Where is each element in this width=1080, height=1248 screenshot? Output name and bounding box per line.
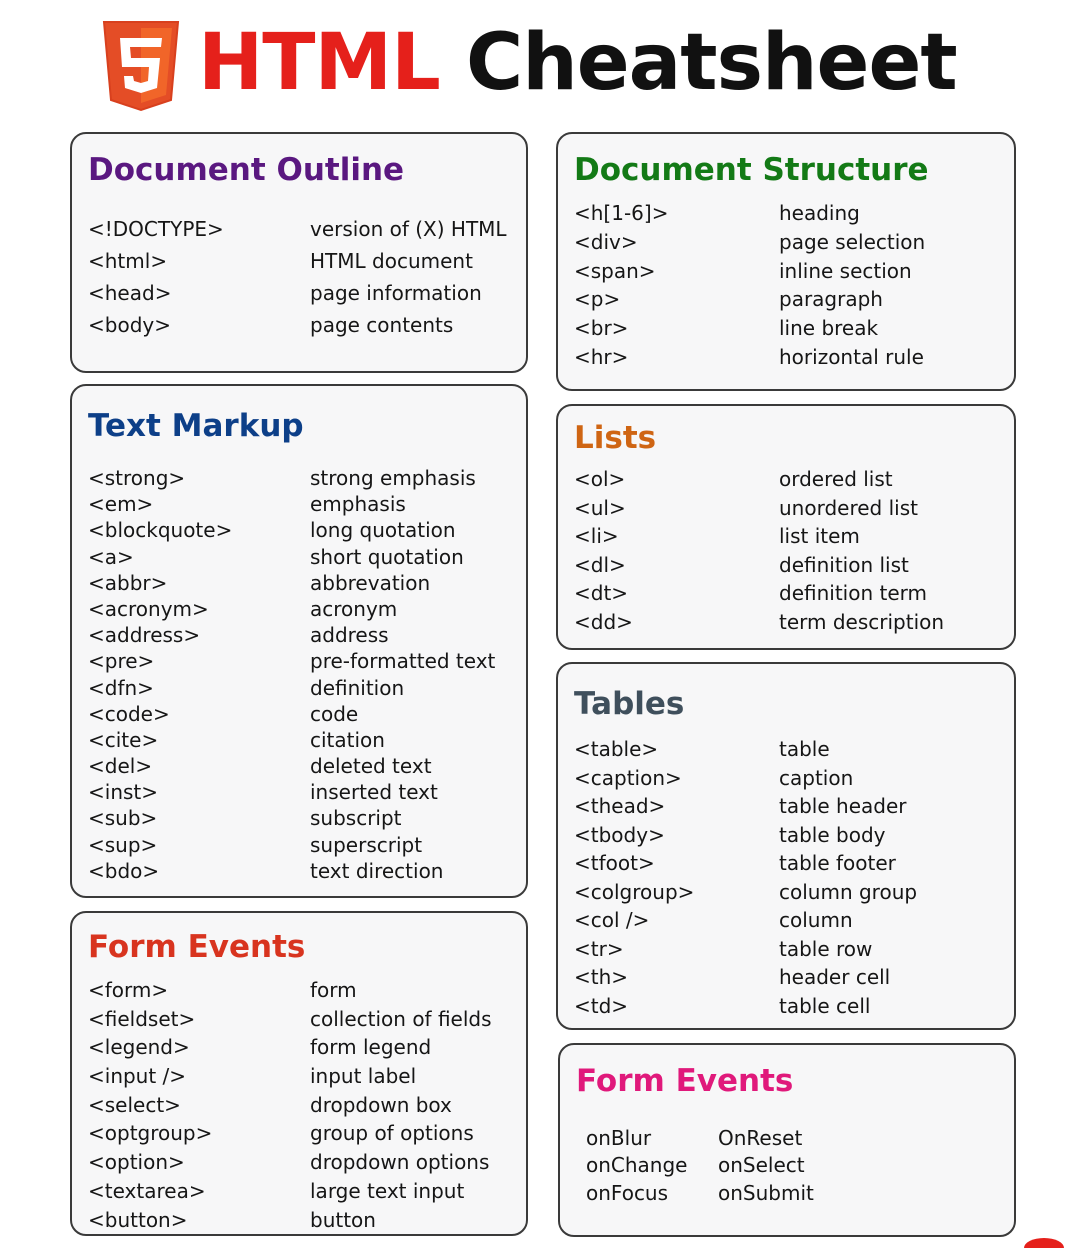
tag-description: term description	[779, 609, 945, 634]
document-outline-title: Document Outline	[88, 152, 405, 188]
tag-description: definition list	[779, 552, 909, 577]
form-row	[88, 1092, 516, 1121]
tag-name: <span>	[574, 258, 656, 283]
text-markup-row	[88, 517, 516, 543]
tag-description: line break	[779, 316, 879, 341]
lists-row	[574, 609, 1004, 638]
document-outline-card	[70, 132, 528, 373]
tag-name: <tfoot>	[574, 851, 655, 875]
tag-description: column group	[779, 879, 918, 904]
tag-name: <sub>	[88, 806, 158, 831]
event-name: onSubmit	[718, 1181, 814, 1205]
text-markup-row	[88, 465, 516, 491]
tag-description: table row	[779, 936, 873, 961]
tag-description: form	[310, 978, 357, 1002]
document-structure-card	[556, 132, 1016, 391]
tag-name: <colgroup>	[574, 879, 695, 904]
tag-description: dropdown options	[310, 1150, 490, 1175]
tag-name: <fieldset>	[88, 1006, 196, 1031]
tag-description: definition	[310, 675, 405, 700]
event-name: onChange	[586, 1153, 688, 1177]
tag-description: deleted text	[310, 754, 432, 779]
tag-description: table header	[779, 794, 907, 818]
lists-row	[574, 580, 1004, 609]
tables-row	[574, 936, 1004, 965]
tag-description: strong emphasis	[310, 466, 476, 490]
tag-description: citation	[310, 727, 385, 752]
outline-row	[88, 280, 516, 312]
tag-description: text direction	[310, 858, 444, 883]
tag-name: <tbody>	[574, 822, 665, 847]
document-structure-title: Document Structure	[574, 152, 929, 188]
tag-name: <dd>	[574, 609, 633, 634]
tables-row	[574, 993, 1004, 1022]
tag-description: large text input	[310, 1178, 465, 1203]
form-row	[88, 1178, 516, 1207]
tag-description: definition term	[779, 581, 927, 606]
tag-name: <ul>	[574, 495, 626, 520]
title-cheatsheet: Cheatsheet	[466, 18, 957, 108]
tag-description: long quotation	[310, 518, 456, 543]
text-markup-card	[70, 384, 528, 898]
tag-name: <head>	[88, 281, 172, 305]
tag-name: <button>	[88, 1207, 188, 1232]
tag-description: heading	[779, 201, 860, 225]
tag-name: <form>	[88, 978, 169, 1002]
tag-name: <dfn>	[88, 675, 154, 700]
form-row	[88, 1149, 516, 1178]
text-markup-row	[88, 675, 516, 701]
structure-row	[574, 344, 1004, 373]
tag-description: acronym	[310, 596, 398, 621]
tag-name: <a>	[88, 544, 134, 569]
form-elements-card	[70, 911, 528, 1236]
tag-name: <del>	[88, 754, 153, 779]
text-markup-row	[88, 596, 516, 622]
tag-description: paragraph	[779, 287, 883, 312]
page-header	[0, 0, 1080, 118]
tag-description: pre-formatted text	[310, 649, 496, 674]
tag-description: column	[779, 908, 853, 932]
tag-name: <sup>	[88, 832, 158, 857]
tag-description: page contents	[310, 313, 454, 337]
tag-name: <html>	[88, 249, 168, 273]
tag-name: <thead>	[574, 794, 666, 818]
tag-description: group of options	[310, 1121, 474, 1146]
tag-name: <select>	[88, 1092, 181, 1117]
form-row	[88, 1207, 516, 1236]
tag-description: subscript	[310, 806, 402, 831]
tag-name: <li>	[574, 524, 619, 549]
tag-name: <div>	[574, 229, 638, 254]
tag-name: <tr>	[574, 936, 624, 961]
text-markup-row	[88, 805, 516, 831]
tag-description: button	[310, 1207, 376, 1232]
tables-row	[574, 907, 1004, 936]
text-markup-rows	[88, 465, 516, 884]
text-markup-row	[88, 779, 516, 805]
form-row	[88, 1034, 516, 1063]
form-row	[88, 977, 516, 1006]
tag-description: abbrevation	[310, 570, 431, 595]
tag-name: <!DOCTYPE>	[88, 217, 224, 241]
lists-rows	[574, 466, 1004, 638]
tag-name: <h[1-6]>	[574, 201, 669, 225]
tag-name: <address>	[88, 623, 201, 648]
tag-description: table body	[779, 822, 886, 847]
structure-row	[574, 286, 1004, 315]
tag-description: page information	[310, 281, 482, 305]
tag-name: <dl>	[574, 552, 626, 577]
tag-description: form legend	[310, 1035, 432, 1060]
text-markup-row	[88, 832, 516, 858]
lists-row	[574, 552, 1004, 581]
tag-description: short quotation	[310, 544, 464, 569]
tag-name: <acronym>	[88, 596, 209, 621]
event-name: onSelect	[718, 1153, 805, 1177]
tables-rows	[574, 736, 1004, 1021]
tag-description: page selection	[779, 229, 926, 254]
tag-description: HTML document	[310, 249, 473, 273]
tag-description: ordered list	[779, 467, 893, 491]
outline-row	[88, 312, 516, 344]
text-markup-row	[88, 622, 516, 648]
tag-description: list item	[779, 524, 860, 549]
tag-name: <bdo>	[88, 858, 160, 883]
lists-card	[556, 404, 1016, 650]
tag-name: <table>	[574, 737, 659, 761]
tag-name: <dt>	[574, 581, 629, 606]
text-markup-row	[88, 727, 516, 753]
lists-row	[574, 495, 1004, 524]
title-html: HTML	[198, 18, 440, 108]
text-markup-row	[88, 858, 516, 884]
tag-name: <blockquote>	[88, 518, 233, 543]
document-structure-rows	[574, 200, 1004, 373]
text-markup-title: Text Markup	[88, 408, 304, 444]
document-outline-rows	[88, 216, 516, 344]
tag-description: caption	[779, 765, 854, 790]
tag-description: header cell	[779, 965, 891, 989]
corner-decoration	[1024, 1238, 1064, 1248]
outline-row	[88, 216, 516, 248]
form-elements-rows	[88, 977, 516, 1235]
tag-name: <pre>	[88, 649, 155, 674]
tables-row	[574, 879, 1004, 908]
tag-description: table	[779, 737, 830, 761]
tag-name: <p>	[574, 287, 621, 312]
tag-name: <col />	[574, 908, 650, 932]
tag-description: inserted text	[310, 780, 438, 805]
tables-row	[574, 765, 1004, 794]
tag-description: table footer	[779, 851, 896, 875]
outline-row	[88, 248, 516, 280]
text-markup-row	[88, 648, 516, 674]
tag-description: input label	[310, 1064, 417, 1089]
form-elements-title: Form Events	[88, 929, 306, 965]
form-row	[88, 1120, 516, 1149]
tag-description: dropdown box	[310, 1092, 452, 1117]
tag-description: table cell	[779, 993, 871, 1018]
tag-description: address	[310, 623, 389, 648]
tag-name: <input />	[88, 1064, 187, 1089]
tables-row	[574, 736, 1004, 765]
tag-name: <legend>	[88, 1035, 190, 1060]
text-markup-row	[88, 753, 516, 779]
structure-row	[574, 200, 1004, 229]
html5-shield-icon	[100, 20, 182, 112]
tag-name: <hr>	[574, 344, 629, 369]
tables-card	[556, 662, 1016, 1030]
tag-description: unordered list	[779, 495, 918, 520]
form-events-card	[558, 1043, 1016, 1237]
tag-name: <em>	[88, 492, 154, 517]
text-markup-row	[88, 491, 516, 517]
tag-name: <ol>	[574, 467, 626, 491]
lists-row	[574, 523, 1004, 552]
tables-title: Tables	[574, 686, 685, 722]
form-events-title: Form Events	[576, 1063, 794, 1099]
tag-name: <abbr>	[88, 570, 168, 595]
form-row	[88, 1063, 516, 1092]
tables-row	[574, 964, 1004, 993]
structure-row	[574, 315, 1004, 344]
lists-title: Lists	[574, 420, 657, 456]
tag-name: <br>	[574, 316, 629, 341]
tag-name: <strong>	[88, 466, 186, 490]
structure-row	[574, 258, 1004, 287]
text-markup-row	[88, 701, 516, 727]
tables-row	[574, 793, 1004, 822]
tag-name: <body>	[88, 313, 171, 337]
event-name: onFocus	[586, 1181, 669, 1205]
tag-description: code	[310, 701, 359, 726]
event-name: onBlur	[586, 1126, 652, 1150]
tag-name: <inst>	[88, 780, 159, 805]
tag-name: <textarea>	[88, 1178, 206, 1203]
tag-name: <caption>	[574, 765, 682, 790]
tag-description: horizontal rule	[779, 344, 924, 369]
structure-row	[574, 229, 1004, 258]
tag-name: <th>	[574, 965, 629, 989]
tag-name: <cite>	[88, 727, 159, 752]
tables-row	[574, 850, 1004, 879]
tag-name: <code>	[88, 701, 170, 726]
text-markup-row	[88, 570, 516, 596]
form-row	[88, 1006, 516, 1035]
tag-description: version of (X) HTML	[310, 217, 507, 241]
tag-name: <option>	[88, 1150, 185, 1175]
tag-description: emphasis	[310, 492, 406, 517]
tag-description: superscript	[310, 832, 423, 857]
tag-description: collection of fields	[310, 1006, 492, 1031]
tag-name: <optgroup>	[88, 1121, 213, 1146]
lists-row	[574, 466, 1004, 495]
tag-description: inline section	[779, 258, 912, 283]
tag-name: <td>	[574, 993, 629, 1018]
tables-row	[574, 822, 1004, 851]
text-markup-row	[88, 544, 516, 570]
event-name: OnReset	[718, 1126, 803, 1150]
